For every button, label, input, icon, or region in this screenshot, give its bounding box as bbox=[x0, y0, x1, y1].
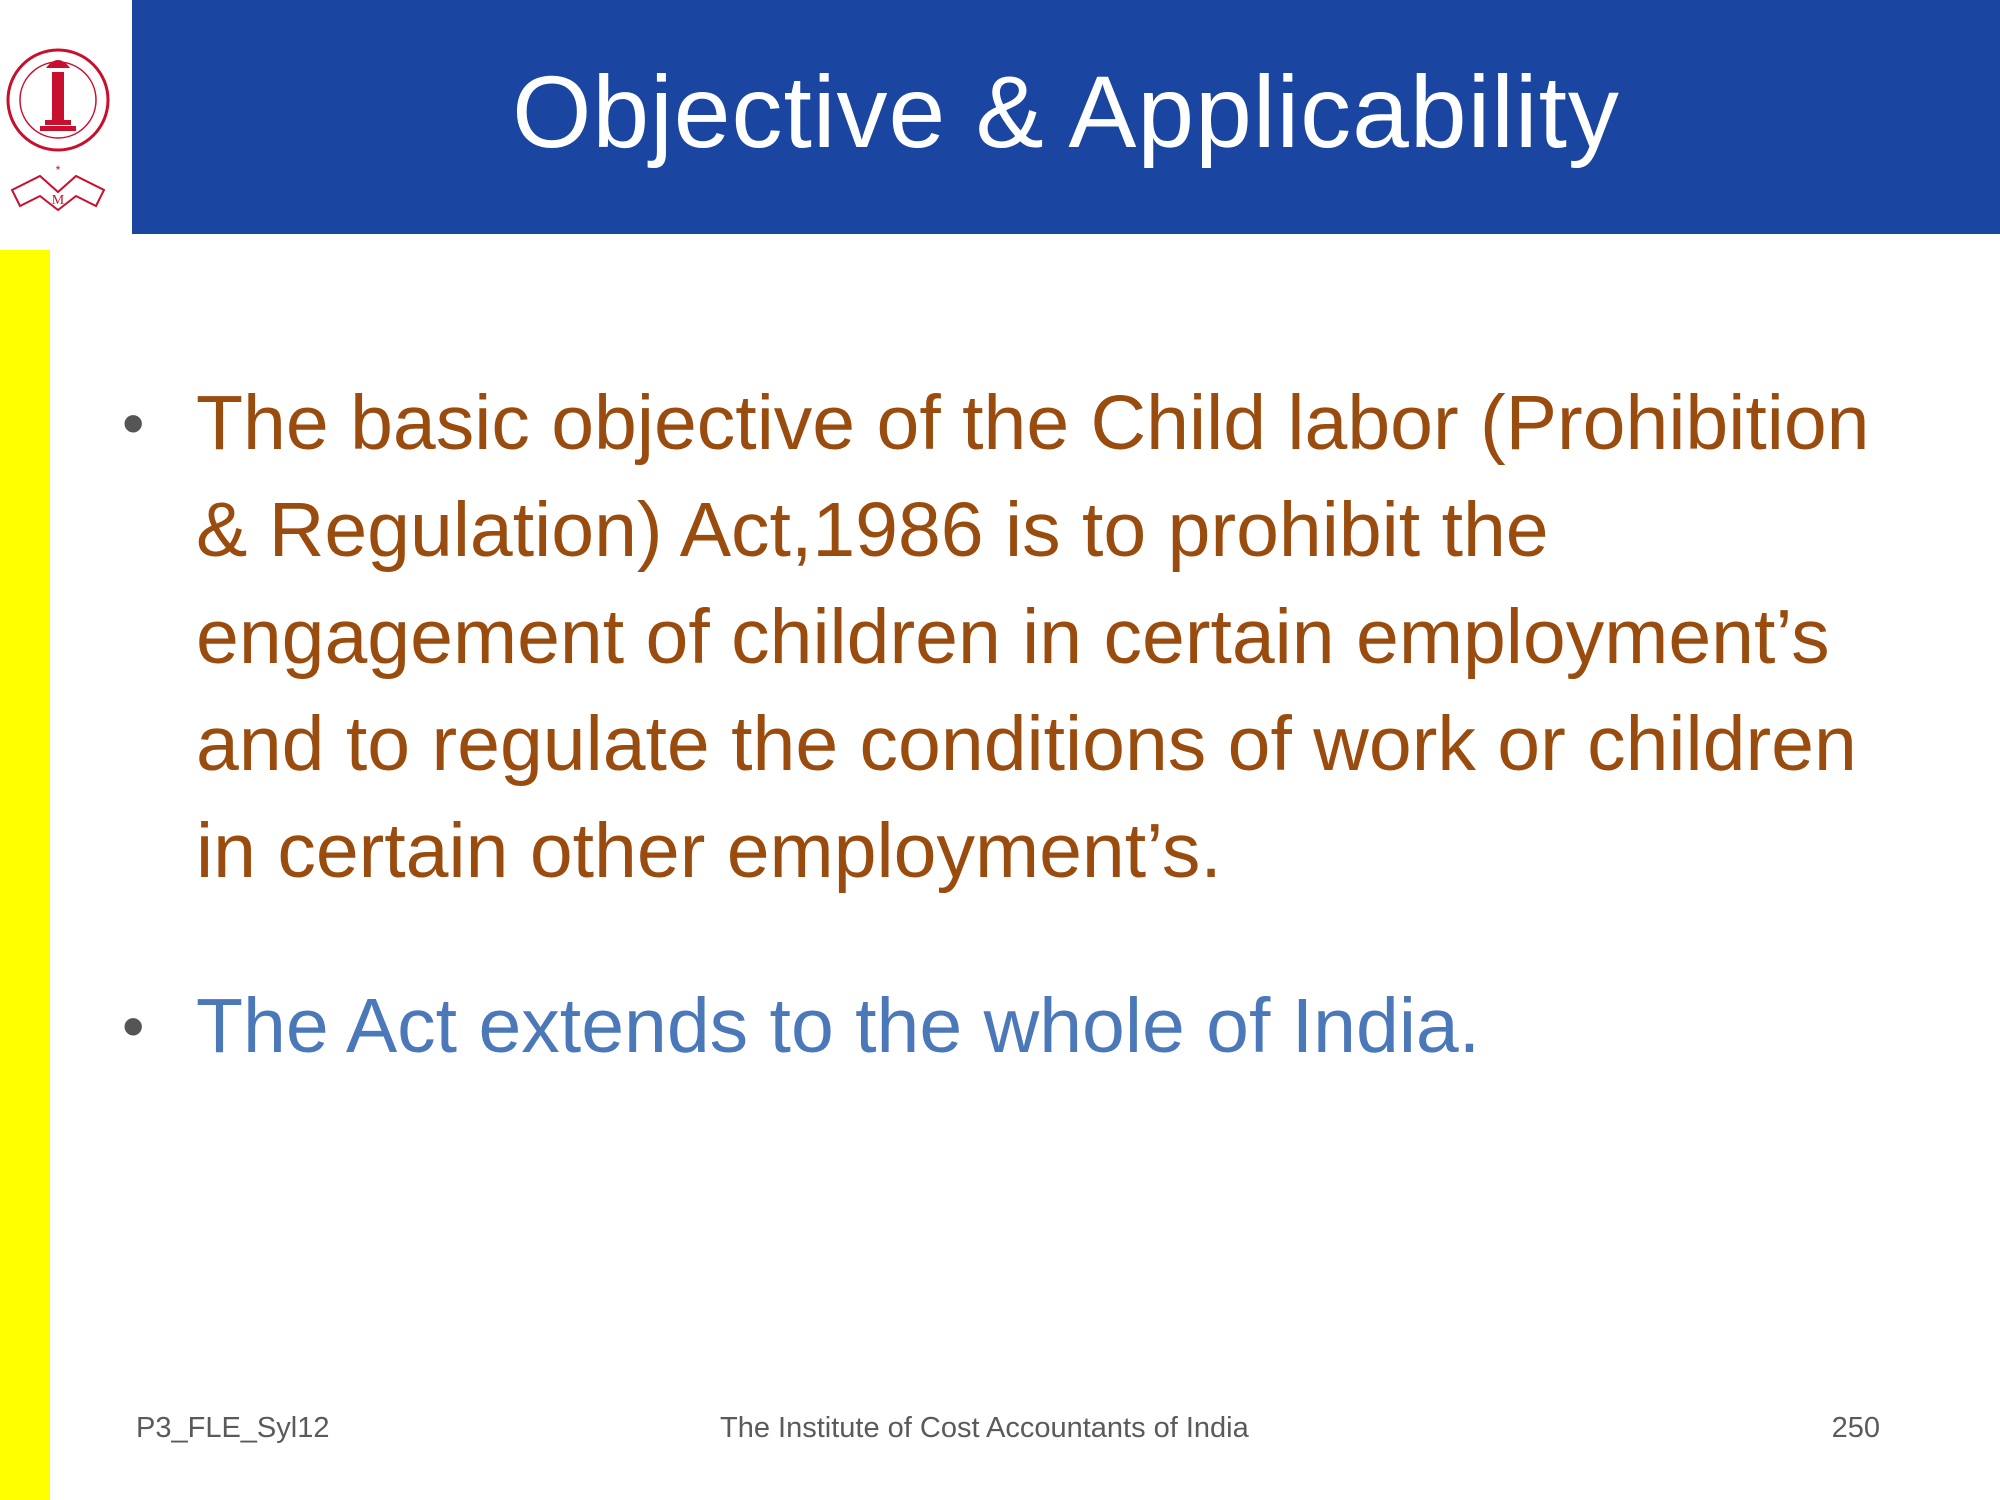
bullet-item-applicability bbox=[118, 973, 1898, 1080]
bullet-text-objective: The basic objective of the Child labor (Prohibition & Regulation) Act,1986 is to prohibit the engagement of children in certain employment’s and to regulate the conditions of work or children in certain other employment’s. bbox=[196, 380, 1870, 894]
footer-page-number: 250 bbox=[1831, 1412, 1880, 1444]
side-accent-strip bbox=[0, 250, 50, 1500]
footer-institute-name: The Institute of Cost Accountants of India bbox=[720, 1412, 1249, 1444]
slide-title: Objective & Applicability bbox=[512, 54, 1620, 169]
svg-text:*: * bbox=[55, 163, 61, 177]
emblem-icon bbox=[0, 0, 132, 234]
bullet-text-applicability: The Act extends to the whole of India. bbox=[196, 983, 1481, 1069]
bullet-item-objective bbox=[118, 370, 1898, 905]
bullet-list bbox=[118, 370, 1898, 1080]
svg-text:M: M bbox=[51, 193, 65, 208]
bullet-icon: • bbox=[122, 387, 145, 459]
institute-logo bbox=[0, 0, 132, 234]
footer-course-code: P3_FLE_Syl12 bbox=[136, 1412, 330, 1444]
title-bar bbox=[132, 0, 2000, 234]
bullet-icon: • bbox=[122, 990, 145, 1062]
